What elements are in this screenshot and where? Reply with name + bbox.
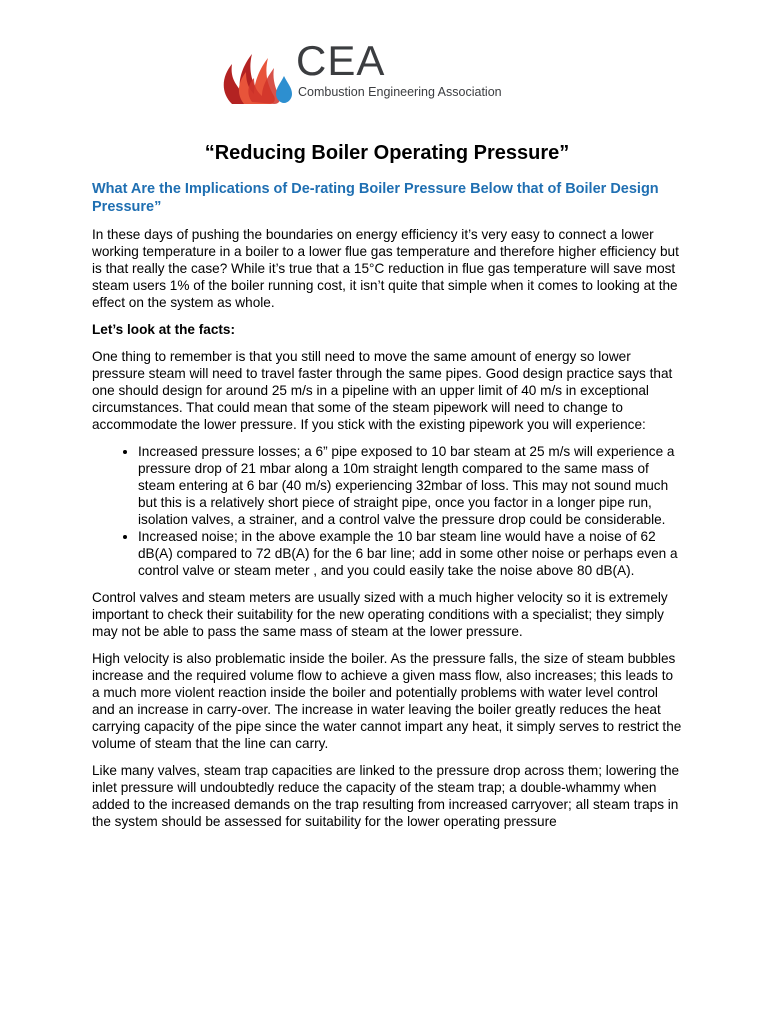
- effects-list: [92, 443, 682, 579]
- velocity-paragraph: High velocity is also problematic inside the boiler. As the pressure falls, the size of steam bubbles increase and the required volume flow to achieve a given mass flow, also increases; this leads to a much more violent reaction inside the boiler and potentially problems with water level control and an increase in carry-over. The increase in water leaving the boiler greatly reduces the heat carrying capacity of the pipe since the water cannot impart any heat, it simply serves to restrict the volume of steam that the line can carry.: [92, 651, 682, 751]
- list-item-noise: • Increased noise; in the above example the 10 bar steam line would have a noise of 62 dB(A) compared to 72 dB(A) for the 6 bar line; add in some other noise or perhaps even a control valve or steam meter , and you could easily take the noise above 80 dB(A).: [138, 528, 682, 579]
- logo-tagline: Combustion Engineering Association: [298, 85, 502, 99]
- document-title: “Reducing Boiler Operating Pressure”: [204, 142, 570, 164]
- article-body: [92, 140, 682, 840]
- control-valves-paragraph: Control valves and steam meters are usually sized with a much higher velocity so it is extremely important to check their suitability for the new operating conditions with a specialist; they simply may not be able to pass the same mass of steam at the lower pressure.: [92, 590, 668, 639]
- cea-logo: [218, 34, 558, 106]
- energy-paragraph: One thing to remember is that you still need to move the same amount of energy so lower pressure steam will need to travel faster through the same pipes. Good design practice says that one should design for around 25 m/s in a pipeline with an upper limit of 40 m/s in exceptional circumstances. That could mean that some of the steam pipework will need to change to accommodate the lower pressure. If you stick with the existing pipework you will experience:: [92, 349, 673, 432]
- document-subtitle: What Are the Implications of De-rating Boiler Pressure Below that of Boiler Design Pressure”: [92, 181, 659, 215]
- facts-heading: Let’s look at the facts:: [92, 322, 236, 337]
- list-item-pressure-losses: • Increased pressure losses; a 6” pipe exposed to 10 bar steam at 25 m/s will experience a pressure drop of 21 mbar along a 10m straight length compared to the same mass of steam entering at 6 bar (40 m/s) experiencing 32mbar of loss. This may not sound much but this is a relatively short piece of straight pipe, once you factor in a longer pipe run, isolation valves, a strainer, and a control valve the pressure drop could be considerable.: [138, 443, 682, 528]
- flame-drop-logo-icon: [218, 34, 298, 106]
- logo-wordmark: CEA: [296, 37, 386, 84]
- intro-paragraph: In these days of pushing the boundaries on energy efficiency it’s very easy to connect a lower working temperature in a boiler to a lower flue gas temperature and therefore higher efficiency but is that really the case? While it’s true that a 15°C reduction in flue gas temperature will save most steam users 1% of the boiler running cost, it isn’t quite that simple when it comes to looking at the effect on the system as whole.: [92, 227, 679, 310]
- steam-traps-paragraph: Like many valves, steam trap capacities are linked to the pressure drop across them; lowering the inlet pressure will undoubtedly reduce the capacity of the steam trap; a double-whammy when added to the increased demands on the trap resulting from increased carryover; all steam traps in the system should be assessed for suitability for the lower operating pressure: [92, 763, 680, 829]
